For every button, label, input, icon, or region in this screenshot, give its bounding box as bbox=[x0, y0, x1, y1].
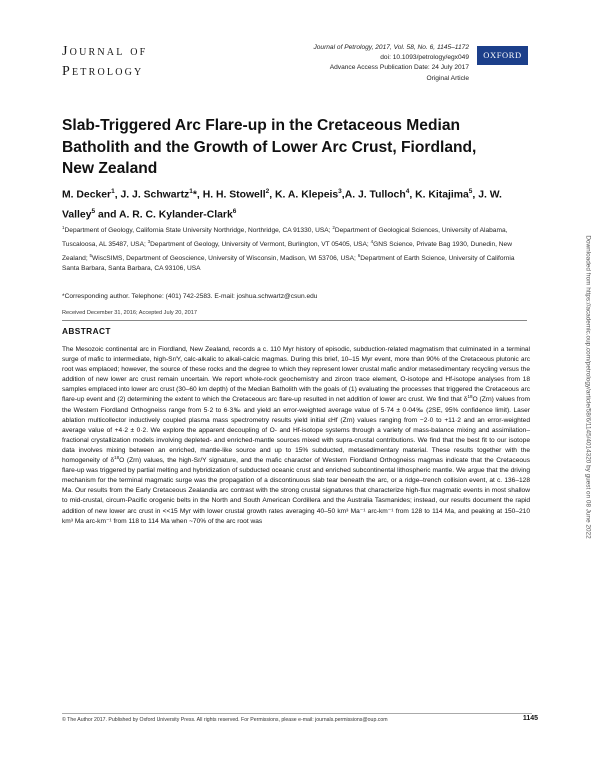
author-affil-mark: 1 bbox=[111, 188, 115, 195]
affiliation-text: Department of Earth Science, University of California Santa Barbara, Santa Barbara, CA 93106, USA bbox=[62, 254, 515, 273]
author-name: A. R. C. Kylander-Clark bbox=[118, 209, 233, 221]
page-number: 1145 bbox=[522, 715, 538, 722]
author-affil-mark: 4 bbox=[405, 188, 410, 195]
author-name: J. W. Valley bbox=[62, 189, 502, 221]
author-separator: , bbox=[409, 189, 416, 201]
affiliation-number: 1 bbox=[62, 225, 65, 230]
journal-name-line1: Journal of bbox=[62, 44, 148, 59]
affiliation-text: Department of Geology, California State University Northridge, Northridge, CA 91330, USA; bbox=[64, 227, 333, 235]
author-separator: , bbox=[114, 189, 121, 201]
affiliation-text: WiscSIMS, Department of Geoscience, University of Wisconsin, Madison, WI 53706, USA; bbox=[92, 254, 358, 262]
isotope-superscript: 18 bbox=[467, 394, 473, 400]
article-type: Original Article bbox=[426, 74, 469, 82]
author-separator: , bbox=[341, 189, 345, 201]
author-separator: , bbox=[196, 189, 203, 201]
download-watermark bbox=[583, 196, 593, 578]
download-note: Downloaded from https://academic.oup.com/petrology/article/58/6/1145/4014320 by guest on 08 June 2022 bbox=[584, 235, 592, 539]
affiliation-number: 2 bbox=[332, 225, 335, 230]
author-name: A. J. Tulloch bbox=[344, 189, 406, 201]
abstract-segment: The Mesozoic continental arc in Fiordland, New Zealand, records a c. 110 Myr history of episodic, subduction-related magmatism that culminated in a terminal surge of mafic to intermediate, high-Sr/Y, calc-alkalic to alkali-calcic magmas. During this brief, 10–15 Myr event, more than 90% of the Cretaceous plutonic arc root was emplaced; however, the source of these rocks and the degree to which they represent lower crustal mafic and/or metasedimentary recycling versus the addition of new lower arc crust remain uncertain. We report whole-rock geochemistry and zircon trace element, O-isotope and Hf-isotope analyses from 18 samples emplaced into lower arc crust (30–60 km depth) of the Median Batholith with the goals of (1) evaluating the processes that triggered the Cretaceous arc flare-up event and (2) determining the extent to which the Cretaceous arc flare-up resulted in net addition of lower arc crust. We find that δ bbox=[62, 346, 530, 404]
affiliation-text: Department of Geology, University of Vermont, Burlington, VT 05405, USA; bbox=[150, 240, 371, 248]
author-list bbox=[62, 183, 532, 224]
journal-name bbox=[62, 42, 147, 82]
corresponding-mark: * bbox=[192, 189, 197, 201]
author-affil-mark: 2 bbox=[265, 188, 270, 195]
article-metadata bbox=[313, 43, 469, 84]
citation: Journal of Petrology, 2017, Vol. 58, No. 6, 1145–1172 bbox=[313, 44, 469, 51]
author-name: K. A. Klepeis bbox=[275, 189, 339, 201]
author-name: H. H. Stowell bbox=[202, 189, 266, 201]
advance-access-date: Advance Access Publication Date: 24 July 2017 bbox=[329, 64, 469, 72]
author-name: K. Kitajima bbox=[415, 189, 469, 201]
author-name: M. Decker bbox=[62, 189, 112, 201]
copyright-footer: © The Author 2017. Published by Oxford University Press. All rights reserved. For Permissions, please e-mail: journals.permissions@oup.com bbox=[62, 717, 388, 723]
journal-name-line2: Petrology bbox=[62, 64, 144, 79]
affiliation-number: 6 bbox=[357, 252, 361, 258]
corresponding-author: *Corresponding author. Telephone: (401) 742-2583. E-mail: joshua.schwartz@csun.edu bbox=[62, 293, 318, 300]
author-name: J. J. Schwartz bbox=[120, 189, 190, 201]
received-dates: Received December 31, 2016; Accepted July 20, 2017 bbox=[62, 310, 197, 316]
author-affil-mark: 5 bbox=[468, 188, 473, 195]
author-affil-mark: 1 bbox=[189, 188, 193, 195]
oxford-logo: OXFORD bbox=[477, 46, 528, 65]
author-separator: , bbox=[269, 189, 276, 201]
affiliation-number: 5 bbox=[89, 252, 93, 258]
abstract-text bbox=[62, 345, 530, 527]
author-affil-mark: 6 bbox=[232, 208, 237, 216]
divider bbox=[62, 320, 527, 321]
abstract-heading: ABSTRACT bbox=[62, 326, 111, 336]
author-separator: , bbox=[472, 189, 479, 201]
affiliation-text: GNS Science, Private Bag 1930, Dunedin, New Zealand; bbox=[62, 240, 512, 262]
isotope-superscript: 18 bbox=[114, 454, 120, 460]
author-separator: and bbox=[95, 209, 119, 221]
footer-divider bbox=[62, 713, 532, 714]
affiliation-text: Department of Geological Sciences, University of Alabama, Tuscaloosa, AL 35487, USA; bbox=[62, 227, 508, 248]
affiliation-number: 3 bbox=[147, 238, 151, 244]
abstract-segment: O (Zrn) values from the Western Fiordland Orthogneiss range from 5·2 to 6·3‰ and yield an error-weighted average value of 5·74 ± 0·04‰ (2SE, 95% confidence limit). Laser ablation multicollector inductively coupled plasma mass spectrometry results yield initial εHf (Zrn) values ranging from −2·0 to +11·2 and an error-weighted average value of +4·2 ± 0·2. We explore the apparent decoupling of O- and Hf-isotope systems through a variety of mass-balance mixing and assimilation–fractional crystallization models involving depleted- and enriched-mantle sources mixed with supra-crustal contributions. We find that the best fit to our isotope data involves mixing between an enriched, mantle-like source and up to 15% subducted, metasedimentary material. These results together with the homogeneity of δ bbox=[62, 396, 530, 465]
author-affil-mark: 3 bbox=[338, 188, 342, 195]
affiliations bbox=[62, 223, 532, 275]
author-affil-mark: 5 bbox=[91, 208, 96, 216]
abstract-segment: O (Zrn) values, the high-Sr/Y signature, and the mafic character of Western Fiordland Orthogneiss magmas indicate that the Cretaceous flare-up was triggered by partial melting and hybridization of subducted oceanic crust and enriched subcontinental lithospheric mantle. We argue that the driving mechanism for the terminal magmatic surge was the propagation of a discontinuous slab tear beneath the arc, or a ridge–trench collision event, at c. 136–128 Ma. Our results from the Early Cretaceous Zealandia arc contrast with the strong crustal signatures that characterize high-flux magmatic events in most shallow to mid-crustal, circum-Pacific orogenic belts in the North and South American Cordillera and the Australia Tasmanides; instead, our results document the rapid addition of new lower arc crust in <<15 Myr with lower crustal growth rates averaging 40–50 km³ Ma⁻¹ arc-km⁻¹ from 128 to 114 Ma, and peaking at 150–210 km³ Ma arc-km⁻¹ from 118 to 114 Ma when ~70% of the arc root was bbox=[62, 457, 530, 525]
article-title: Slab-Triggered Arc Flare-up in the Cretaceous Median Batholith and the Growth of Lower Arc Crust, Fiordland, New Zealand bbox=[62, 117, 477, 177]
doi-link[interactable]: doi: 10.1093/petrology/egx049 bbox=[380, 54, 469, 62]
affiliation-number: 4 bbox=[370, 238, 374, 244]
